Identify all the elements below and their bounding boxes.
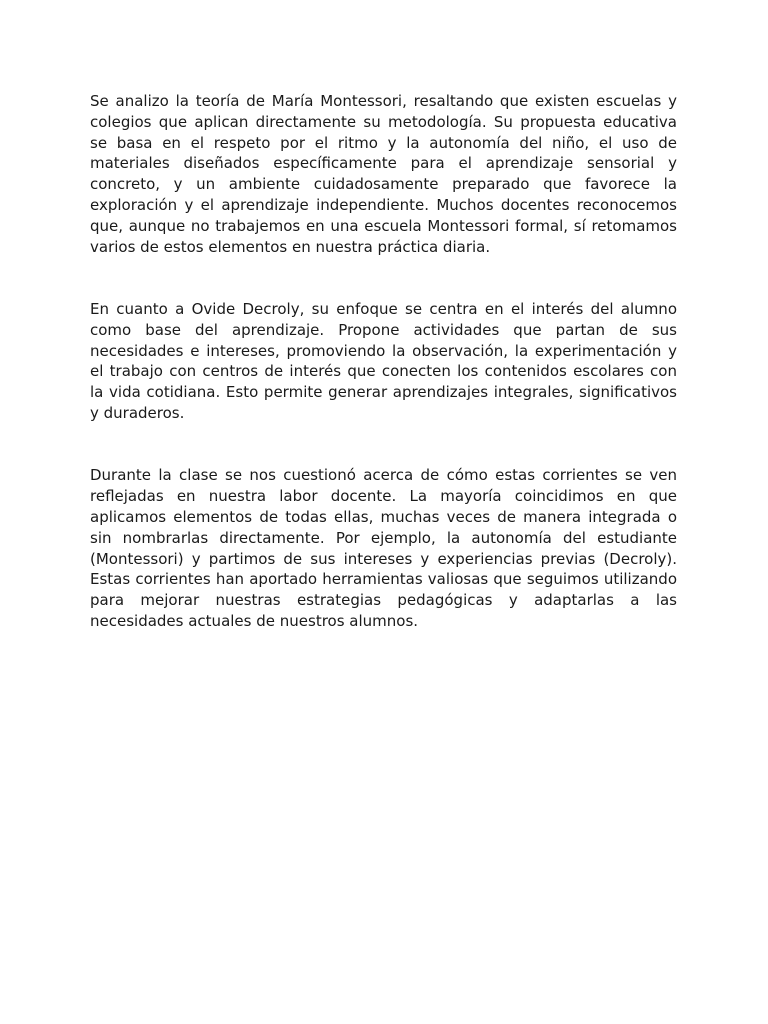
document-body bbox=[90, 91, 677, 632]
paragraph-montessori: Se analizo la teoría de María Montessori, resaltando que existen escuelas y colegios que aplican directamente su metodología. Su propuesta educativa se basa en el respeto por el ritmo y la autonomía del niño, el uso de materiales diseñados específicamente para el aprendizaje sensorial y concreto, y un ambiente cuidadosamente preparado que favorece la exploración y el aprendizaje independiente. Muchos docentes reconocemos que, aunque no trabajemos en una escuela Montessori formal, sí retomamos varios de estos elementos en nuestra práctica diaria. bbox=[90, 92, 677, 256]
paragraph-class-discussion: Durante la clase se nos cuestionó acerca de cómo estas corrientes se ven reflejadas en nuestra labor docente. La mayoría coincidimos en que aplicamos elementos de todas ellas, muchas veces de manera integrada o sin nombrarlas directamente. Por ejemplo, la autonomía del estudiante (Montessori) y partimos de sus intereses y experiencias previas (Decroly). Estas corrientes han aportado herramientas valiosas que seguimos utilizando para mejorar nuestras estrategias pedagógicas y adaptarlas a las necesidades actuales de nuestros alumnos. bbox=[90, 466, 677, 630]
paragraph-decroly: En cuanto a Ovide Decroly, su enfoque se centra en el interés del alumno como base del aprendizaje. Propone actividades que partan de sus necesidades e intereses, promoviendo la observación, la experimentación y el trabajo con centros de interés que conecten los contenidos escolares con la vida cotidiana. Esto permite generar aprendizajes integrales, significativos y duraderos. bbox=[90, 299, 677, 422]
